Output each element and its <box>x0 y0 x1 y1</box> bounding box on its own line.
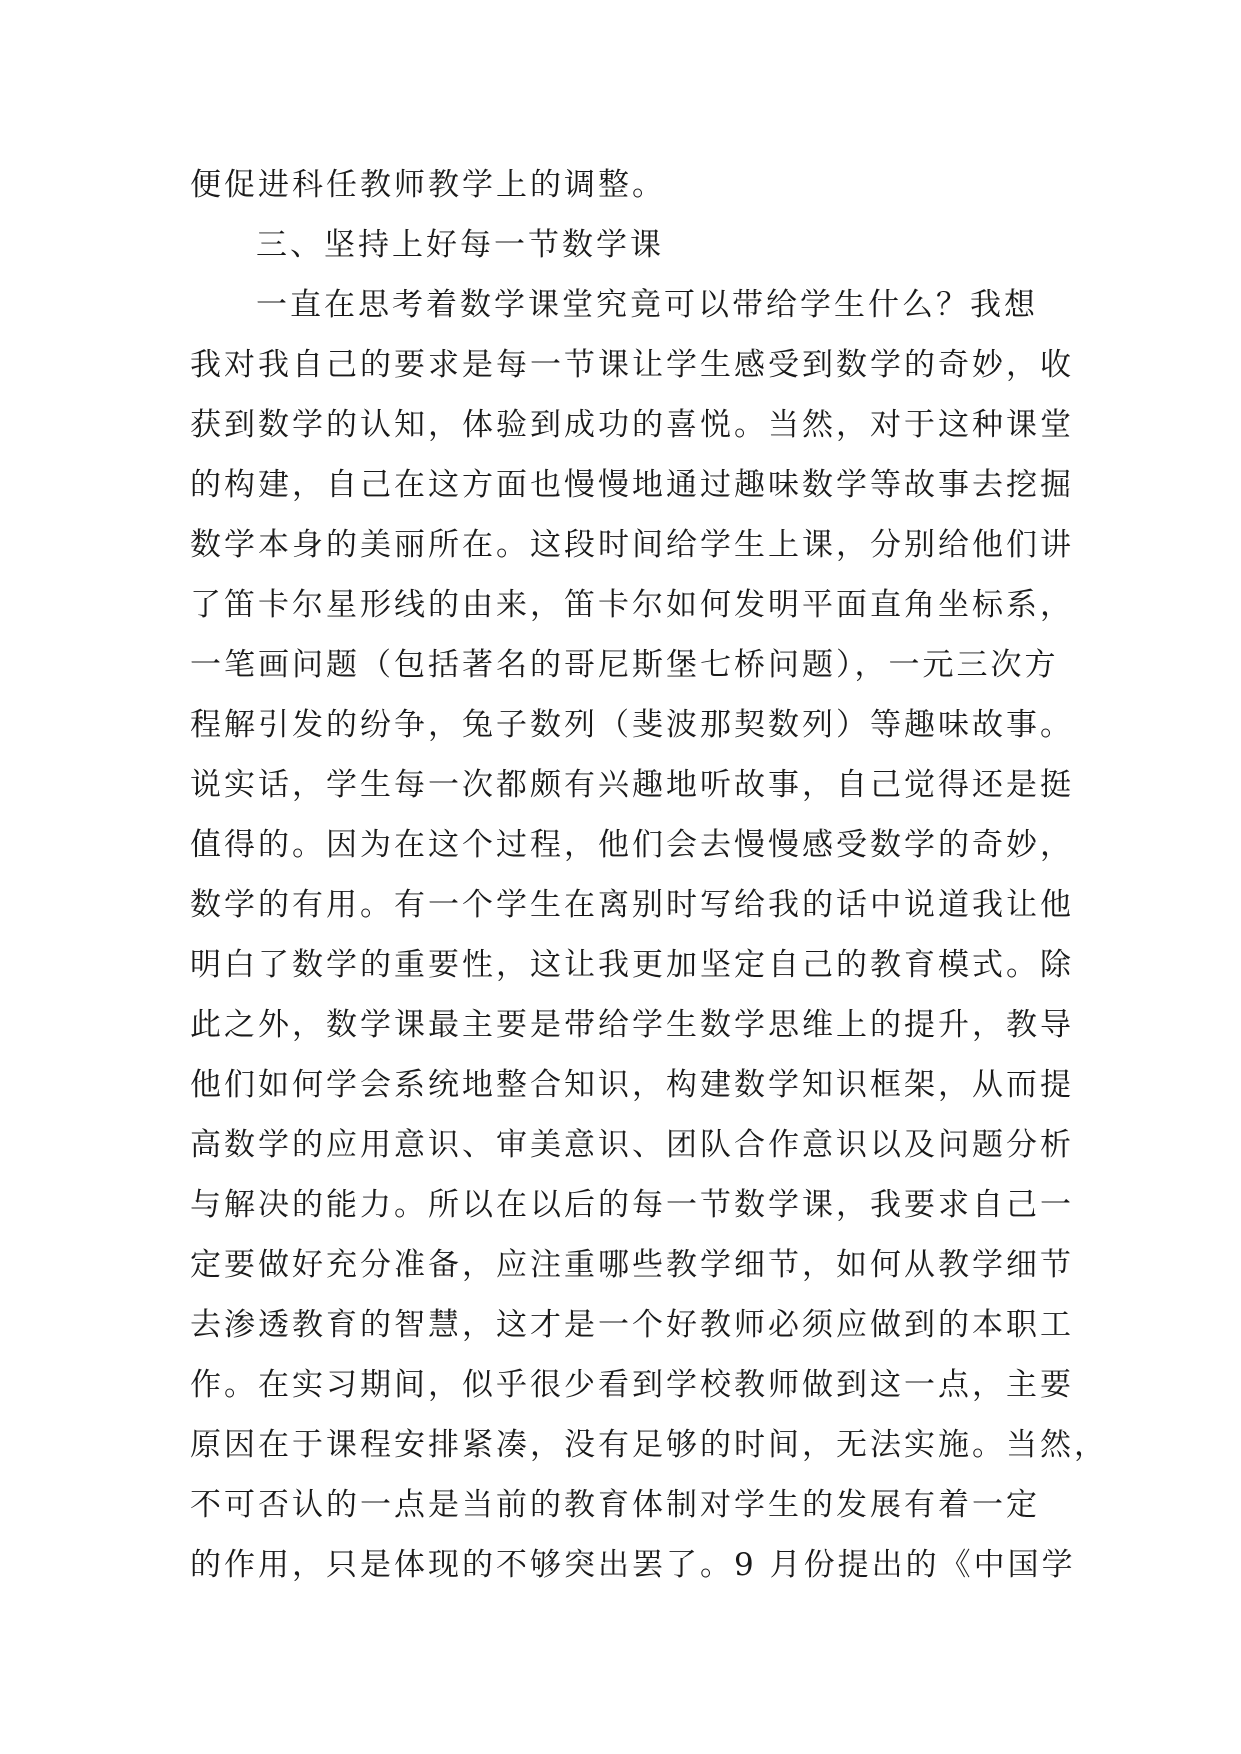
text-line: 原因在于课程安排紧凑，没有足够的时间，无法实施。当然， <box>190 1427 1108 1463</box>
text-line: 程解引发的纷争，兔子数列（斐波那契数列）等趣味故事。 <box>190 707 1074 743</box>
text-line: 说实话，学生每一次都颇有兴趣地听故事，自己觉得还是挺 <box>190 767 1074 803</box>
text-line: 获到数学的认知，体验到成功的喜悦。当然，对于这种课堂 <box>190 407 1074 443</box>
text-line: 高数学的应用意识、审美意识、团队合作意识以及问题分析 <box>190 1127 1074 1163</box>
text-line: 去渗透教育的智慧，这才是一个好教师必须应做到的本职工 <box>190 1307 1074 1343</box>
text-line: 一笔画问题（包括著名的哥尼斯堡七桥问题），一元三次方 <box>190 647 1059 683</box>
text-line: 作。在实习期间，似乎很少看到学校教师做到这一点，主要 <box>190 1367 1074 1403</box>
text-line: 的构建，自己在这方面也慢慢地通过趣味数学等故事去挖掘 <box>190 467 1074 503</box>
text-line: 数学的有用。有一个学生在离别时写给我的话中说道我让他 <box>190 887 1074 923</box>
text-line: 我对我自己的要求是每一节课让学生感受到数学的奇妙，收 <box>190 347 1074 383</box>
text-line: 定要做好充分准备，应注重哪些教学细节，如何从教学细节 <box>190 1247 1074 1283</box>
text-line: 与解决的能力。所以在以后的每一节数学课，我要求自己一 <box>190 1187 1074 1223</box>
text-line: 的作用，只是体现的不够突出罢了。9 月份提出的《中国学 <box>190 1547 1076 1583</box>
text-line: 值得的。因为在这个过程，他们会去慢慢感受数学的奇妙， <box>190 827 1074 863</box>
text-line: 了笛卡尔星形线的由来，笛卡尔如何发明平面直角坐标系， <box>190 587 1074 623</box>
section-heading: 三、坚持上好每一节数学课 <box>256 227 664 263</box>
text-line: 便促进科任教师教学上的调整。 <box>190 167 666 203</box>
text-line: 数学本身的美丽所在。这段时间给学生上课，分别给他们讲 <box>190 527 1074 563</box>
text-line: 不可否认的一点是当前的教育体制对学生的发展有着一定 <box>190 1487 1040 1523</box>
text-line: 明白了数学的重要性，这让我更加坚定自己的教育模式。除 <box>190 947 1074 983</box>
text-line: 此之外，数学课最主要是带给学生数学思维上的提升，教导 <box>190 1007 1074 1043</box>
paragraph-first-line: 一直在思考着数学课堂究竟可以带给学生什么？我想 <box>256 287 1038 323</box>
body-text <box>190 155 1108 1595</box>
text-line: 他们如何学会系统地整合知识，构建数学知识框架，从而提 <box>190 1067 1074 1103</box>
